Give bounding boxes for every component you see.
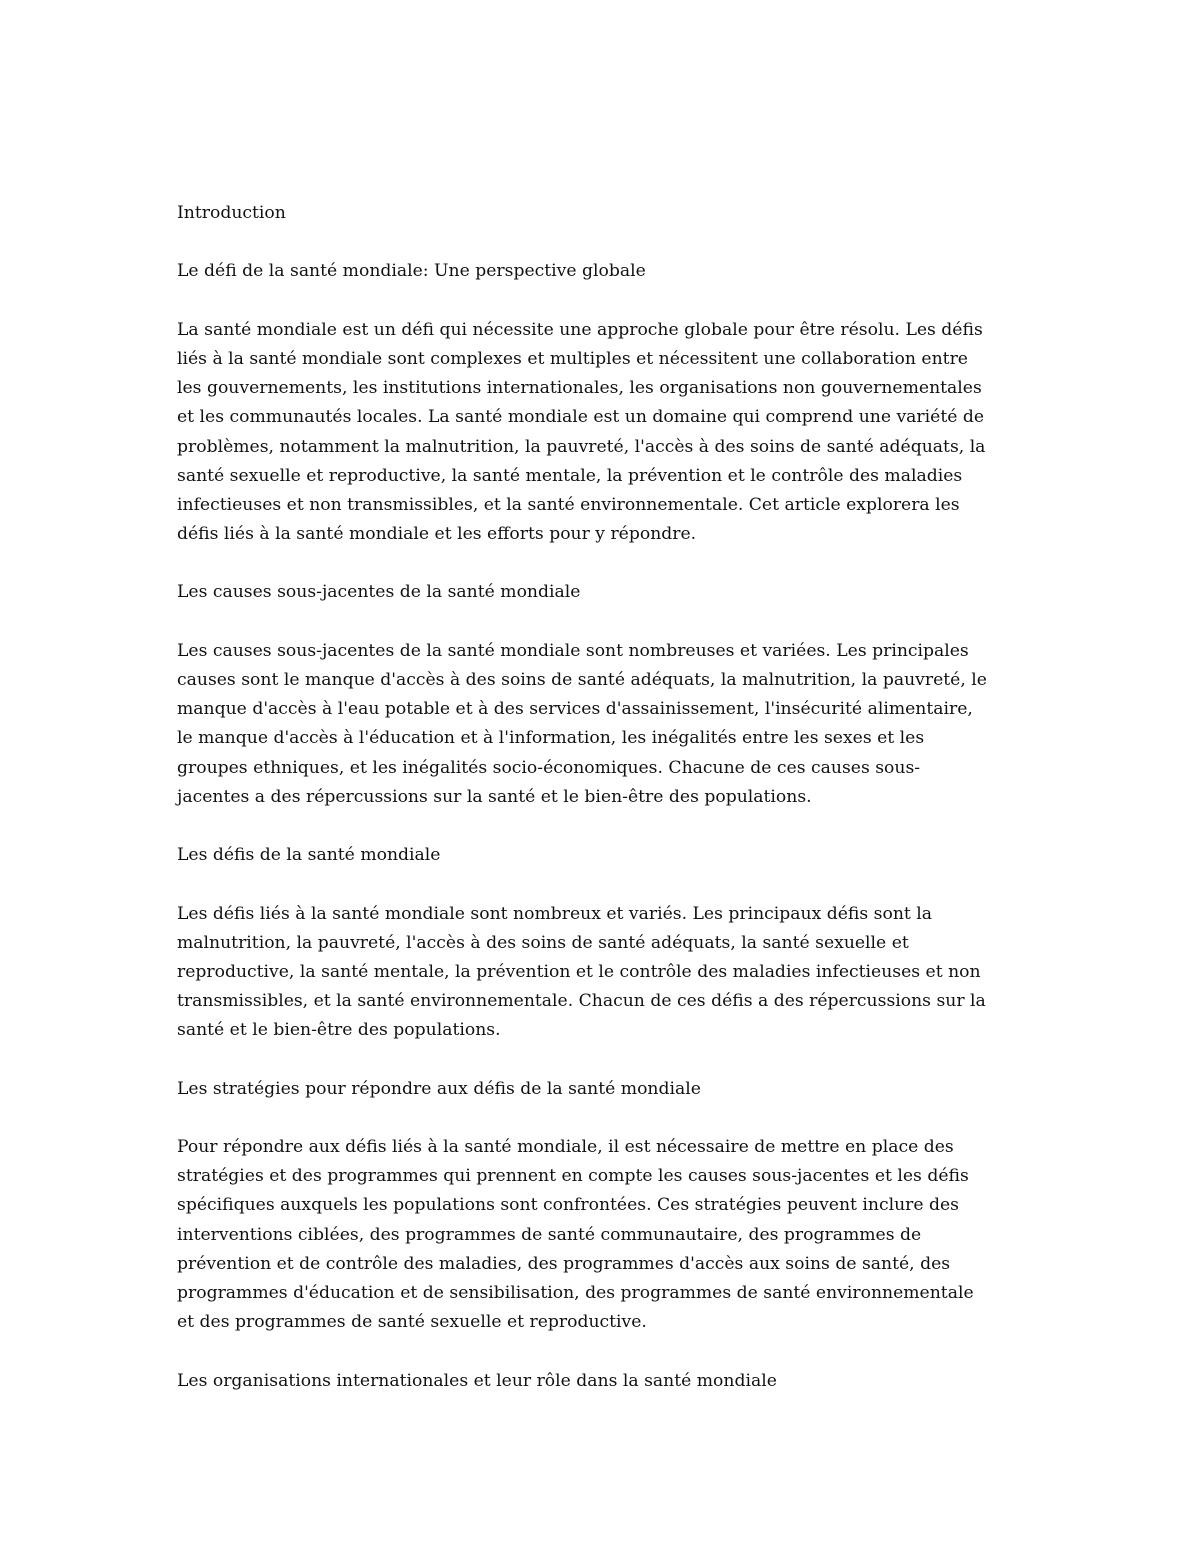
paragraph-line: jacentes a des répercussions sur la santé et le bien-être des populations. — [177, 786, 812, 807]
paragraph — [177, 637, 1037, 812]
paragraph-line: et des programmes de santé sexuelle et reproductive. — [177, 1312, 647, 1333]
paragraph-line: groupes ethniques, et les inégalités socio-économiques. Chacune de ces causes sous- — [177, 757, 921, 778]
spacer — [177, 228, 1037, 257]
spacer — [177, 812, 1037, 841]
paragraph-line: transmissibles, et la santé environnementale. Chacun de ces défis a des répercussions sur la — [177, 991, 986, 1012]
spacer — [177, 287, 1037, 316]
spacer — [177, 1104, 1037, 1133]
paragraph — [177, 1133, 1037, 1337]
paragraph-line: stratégies et des programmes qui prennent en compte les causes sous-jacentes et les défis — [177, 1166, 969, 1187]
paragraph-line: causes sont le manque d'accès à des soins de santé adéquats, la malnutrition, la pauvreté, le — [177, 670, 987, 690]
section-heading: Le défi de la santé mondiale: Une perspective globale — [177, 261, 646, 282]
paragraph-line: santé et le bien-être des populations. — [177, 1020, 501, 1041]
section-heading: Les causes sous-jacentes de la santé mondiale — [177, 582, 581, 603]
paragraph-line: spécifiques auxquels les populations sont confrontées. Ces stratégies peuvent inclure des — [177, 1195, 960, 1216]
paragraph-line: interventions ciblées, des programmes de santé communautaire, des programmes de — [177, 1224, 922, 1245]
spacer — [177, 1337, 1037, 1366]
paragraph-line: Les défis liés à la santé mondiale sont nombreux et variés. Les principaux défis sont la — [177, 903, 933, 924]
spacer — [177, 870, 1037, 899]
paragraph-line: La santé mondiale est un défi qui nécessite une approche globale pour être résolu. Les défis — [177, 319, 983, 340]
paragraph-line: et les communautés locales. La santé mondiale est un domaine qui comprend une variété de — [177, 407, 985, 428]
paragraph — [177, 900, 1037, 1046]
document-title: Introduction — [177, 203, 286, 223]
section-heading: Les défis de la santé mondiale — [177, 845, 441, 866]
document-page — [177, 199, 1037, 1396]
paragraph-line: malnutrition, la pauvreté, l'accès à des soins de santé adéquats, la santé sexuelle et — [177, 932, 909, 953]
paragraph-line: programmes d'éducation et de sensibilisation, des programmes de santé environnementale — [177, 1282, 974, 1303]
paragraph-line: Pour répondre aux défis liés à la santé mondiale, il est nécessaire de mettre en place des — [177, 1137, 954, 1157]
spacer — [177, 1045, 1037, 1074]
paragraph-line: manque d'accès à l'eau potable et à des services d'assainissement, l'insécurité alimentaire, — [177, 699, 973, 720]
paragraph-line: Les causes sous-jacentes de la santé mondiale sont nombreuses et variées. Les principales — [177, 640, 969, 661]
paragraph-line: problèmes, notamment la malnutrition, la pauvreté, l'accès à des soins de santé adéquats, la — [177, 436, 986, 457]
paragraph-line: santé sexuelle et reproductive, la santé mentale, la prévention et le contrôle des maladies — [177, 465, 963, 486]
paragraph-line: infectieuses et non transmissibles, et la santé environnementale. Cet article explorera les — [177, 494, 960, 515]
section-heading: Les organisations internationales et leur rôle dans la santé mondiale — [177, 1370, 777, 1391]
paragraph-line: les gouvernements, les institutions internationales, les organisations non gouvernementales — [177, 378, 982, 399]
spacer — [177, 549, 1037, 578]
paragraph — [177, 316, 1037, 550]
paragraph-line: reproductive, la santé mentale, la prévention et le contrôle des maladies infectieuses et non — [177, 961, 981, 982]
paragraph-line: liés à la santé mondiale sont complexes et multiples et nécessitent une collaboration entre — [177, 348, 968, 369]
paragraph-line: défis liés à la santé mondiale et les efforts pour y répondre. — [177, 524, 697, 545]
spacer — [177, 608, 1037, 637]
section-heading: Les stratégies pour répondre aux défis de la santé mondiale — [177, 1078, 701, 1099]
paragraph-line: le manque d'accès à l'éducation et à l'information, les inégalités entre les sexes et les — [177, 728, 925, 749]
paragraph-line: prévention et de contrôle des maladies, des programmes d'accès aux soins de santé, des — [177, 1253, 951, 1274]
